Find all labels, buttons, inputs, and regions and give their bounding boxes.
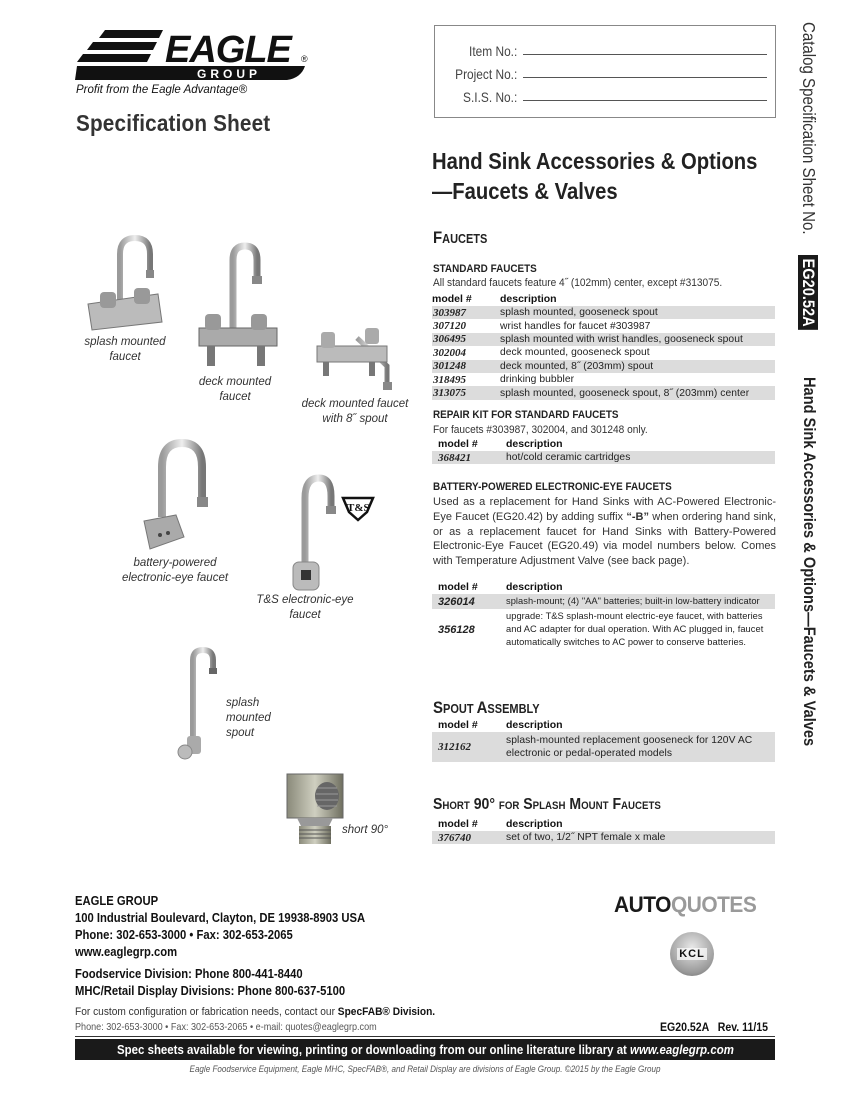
sis-no-field[interactable] [523, 100, 767, 101]
battery-faucets-table [432, 581, 775, 650]
company-contact-block [75, 893, 397, 961]
page-heading [432, 146, 784, 206]
sheet-revision: EG20.52A Rev. 11/15 [660, 1020, 769, 1034]
splash-mounted-spout-caption: splash mounted spout [226, 697, 271, 739]
table-row: 318495 drinking bubbler [433, 373, 575, 386]
col-description: description [500, 293, 557, 305]
deck-mounted-faucet-8-spout-caption: deck mounted faucet with 8˝ spout [301, 398, 409, 425]
col-description: description [506, 581, 563, 593]
item-no-field[interactable] [523, 54, 767, 55]
eagle-logo-icon [75, 26, 315, 86]
col-model: model # [438, 719, 478, 731]
ts-electronic-eye-faucet-caption: T&S electronic-eye faucet [256, 594, 354, 621]
table-row: 301248 deck mounted, 8˝ (203mm) spout [432, 360, 775, 373]
table-row: 307120 wrist handles for faucet #303987 [433, 320, 651, 333]
table-row: 306495 splash mounted with wrist handles, gooseneck spout [432, 333, 775, 346]
tagline: Profit from the Eagle Advantage® [76, 84, 248, 96]
project-no-field[interactable] [523, 77, 767, 78]
standard-faucets-note: All standard faucets feature 4˝ (102mm) center, except #313075. [433, 277, 723, 289]
sis-no-row [435, 85, 775, 105]
battery-faucets-description: Used as a replacement for Hand Sinks with AC-Powered Electronic-Eye Faucet (EG20.42) by adding suffix “-B” when ordering hand sink, or as a replacement faucet for Hand Sinks with Battery-Powered Electronic-Eye Faucet (EG20.49) via model numbers below. Comes with Temperature Adjustment Valve (see back page). [433, 496, 777, 568]
svg-text:EAGLE: EAGLE [165, 29, 291, 71]
sidebar-title: Hand Sink Accessories & Options—Faucets & Valves [800, 377, 819, 747]
table-row: 376740 set of two, 1/2˝ NPT female x male [432, 831, 775, 844]
deck-mounted-faucet-image [195, 242, 280, 367]
col-model: model # [438, 581, 478, 593]
col-model: model # [432, 293, 472, 305]
spout-assembly-heading: SPOUT ASSEMBLY [433, 698, 540, 717]
deck-mounted-faucet-8-spout-image [315, 318, 400, 398]
repair-kit-note: For faucets #303987, 302004, and 301248 only. [433, 424, 648, 436]
copyright-notice: Eagle Foodservice Equipment, Eagle MHC, SpecFAB®, and Retail Display are divisions of Eagle Group. ©2015 by the Eagle Group [189, 1064, 661, 1075]
vertical-sidebar [783, 22, 823, 782]
specfab-line: For custom configuration or fabrication needs, contact our SpecFAB® Division. [75, 1006, 436, 1018]
item-no-row [435, 39, 775, 59]
table-row: 312162 splash-mounted replacement gooseneck for 120V AC electronic or pedal-operated models [432, 732, 775, 762]
repair-kit-table [432, 438, 775, 464]
col-description: description [506, 438, 563, 450]
table-row: 356128 upgrade: T&S splash-mount electric-eye faucet, with batteries and AC adapter for dual operation. With AC plugged in, faucet automatically switches to AC power to conserve batteries. [438, 611, 764, 647]
col-model: model # [438, 818, 478, 830]
ts-electronic-eye-faucet-image [285, 474, 375, 594]
sis-no-label: S.I.S. No.: [463, 89, 518, 105]
item-no-label: Item No.: [469, 43, 518, 59]
col-description: description [506, 719, 563, 731]
table-row: 302004 deck mounted, gooseneck spout [433, 346, 650, 359]
svg-text:GROUP: GROUP [197, 67, 262, 81]
col-model: model # [438, 438, 478, 450]
literature-library-banner: Spec sheets available for viewing, printing or downloading from our online literature library at www.eaglegrp.com [75, 1039, 775, 1060]
standard-faucets-table [432, 293, 775, 400]
battery-powered-faucet-image [140, 437, 215, 552]
battery-powered-faucet-caption: battery-powered electronic-eye faucet [121, 557, 229, 584]
col-description: description [506, 818, 563, 830]
short-90-image [285, 770, 345, 844]
table-row: 368421 hot/cold ceramic cartridges [432, 451, 775, 464]
project-no-row [435, 62, 775, 82]
short-90-heading: Short 90° for Splash Mount Faucets [433, 796, 661, 813]
page-heading-line1: Hand Sink Accessories & Options [432, 148, 758, 174]
foodservice-division: Foodservice Division: Phone 800-441-8440 [75, 967, 303, 981]
kcl-logo: KCL [670, 932, 714, 976]
project-no-label: Project No.: [455, 66, 518, 82]
repair-kit-title: REPAIR KIT FOR STANDARD FAUCETS [433, 409, 619, 421]
short-90-caption: short 90° [342, 824, 389, 836]
table-row: 303987 splash mounted, gooseneck spout [432, 306, 775, 319]
battery-faucets-title: BATTERY-POWERED ELECTRONIC-EYE FAUCETS [433, 481, 672, 493]
table-row: 326014 splash-mount; (4) "AA" batteries; built-in low-battery indicator [432, 594, 775, 609]
splash-mounted-spout-image [175, 646, 225, 766]
splash-mounted-faucet-caption: splash mounted faucet [84, 336, 166, 363]
literature-library-link[interactable]: www.eaglegrp.com [629, 1042, 734, 1057]
company-address: 100 Industrial Boulevard, Clayton, DE 19938-8903 USA [75, 911, 366, 925]
catalog-spec-label: Catalog Specification Sheet No. [799, 22, 819, 235]
svg-text:®: ® [301, 54, 308, 64]
deck-mounted-faucet-caption: deck mounted faucet [198, 376, 272, 403]
company-website-link[interactable]: www.eaglegrp.com [75, 945, 178, 959]
divisions-block [75, 966, 375, 1000]
splash-mounted-faucet-image [80, 234, 170, 334]
company-phone-fax: Phone: 302-653-3000 • Fax: 302-653-2065 [75, 928, 293, 942]
footer-divider [75, 1036, 775, 1037]
autoquotes-logo: AUTOQUOTES [614, 892, 757, 917]
specification-sheet-title: Specification Sheet [76, 110, 271, 136]
spout-assembly-table [432, 719, 775, 762]
table-row: 313075 splash mounted, gooseneck spout, 8˝ (203mm) center [432, 386, 775, 399]
company-name: EAGLE GROUP [75, 894, 159, 908]
page-heading-line2: —Faucets & Valves [432, 178, 618, 204]
mhc-division: MHC/Retail Display Divisions: Phone 800-637-5100 [75, 984, 346, 998]
svg-text:T&S: T&S [347, 502, 370, 514]
item-info-box [434, 25, 776, 118]
standard-faucets-title: STANDARD FAUCETS [433, 263, 537, 275]
sheet-number-badge: EG20.52A [798, 255, 818, 330]
short-90-table [432, 818, 775, 844]
specfab-contact-line: Phone: 302-653-3000 • Fax: 302-653-2065 • e-mail: quotes@eaglegrp.com [75, 1022, 377, 1033]
faucets-heading: FAUCETS [433, 228, 488, 247]
